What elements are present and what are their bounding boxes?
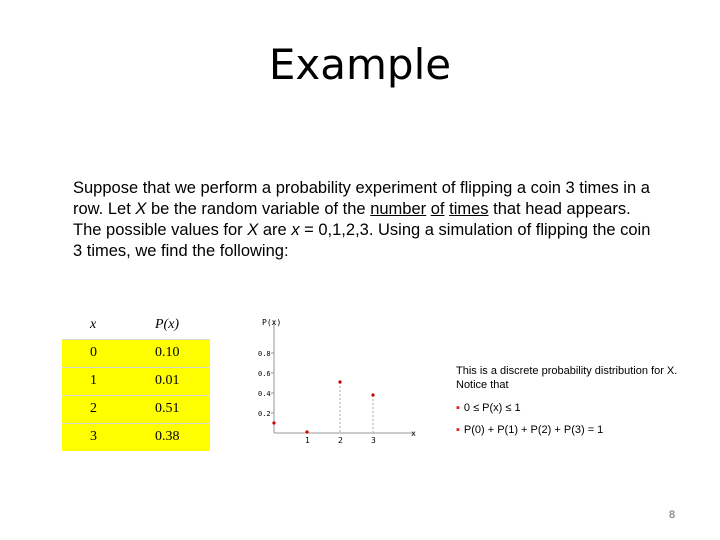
cell-px: 0.01 — [135, 367, 210, 395]
table-row — [62, 395, 210, 423]
y-tick-label: 0.2 — [258, 410, 271, 418]
cell-px: 0.38 — [135, 423, 210, 451]
data-point — [371, 393, 374, 396]
bullet-dot: ▪ — [456, 402, 460, 414]
intro-paragraph: Suppose that we perform a probability experiment of flipping a coin 3 times in a row. Let X be the random variable of the number of times that head appears. The possible values for X are x = 0,1,2,3. Using a simulation of flipping the coin 3 times, we find the following: — [73, 179, 651, 260]
probability-table — [62, 311, 210, 451]
bullet-dot: ▪ — [456, 424, 460, 436]
x-tick-label: 1 — [305, 436, 310, 445]
distribution-note: This is a discrete probability distribution for X. Notice that — [456, 365, 678, 391]
data-point — [338, 380, 341, 383]
bullet-sum: ▪ P(0) + P(1) + P(2) + P(3) = 1 — [456, 424, 604, 436]
table-row — [62, 339, 210, 367]
slide-title: Example — [268, 40, 452, 89]
y-tick-label: 0.8 — [258, 350, 271, 358]
cell-px: 0.51 — [135, 395, 210, 423]
cell-x: 2 — [62, 395, 135, 423]
cell-x: 3 — [62, 423, 135, 451]
data-point — [305, 430, 308, 433]
cell-px: 0.10 — [135, 339, 210, 367]
table-row — [62, 423, 210, 451]
y-tick-label: 0.4 — [258, 390, 271, 398]
bullet-bounds: ▪ 0 ≤ P(x) ≤ 1 — [456, 402, 521, 414]
table-header-row — [62, 311, 210, 339]
table-row — [62, 367, 210, 395]
y-tick-label: 0.6 — [258, 370, 271, 378]
cell-x: 0 — [62, 339, 135, 367]
cell-x: 1 — [62, 367, 135, 395]
probability-plot — [240, 312, 425, 447]
header-x: x — [62, 311, 135, 339]
header-px: P(x) — [135, 311, 210, 339]
data-point — [272, 421, 275, 424]
x-axis-label: x — [411, 429, 416, 438]
x-tick-label: 2 — [338, 436, 343, 445]
y-axis-label: P(x) — [262, 318, 282, 327]
x-tick-label: 3 — [371, 436, 376, 445]
page-number: 8 — [669, 509, 676, 521]
